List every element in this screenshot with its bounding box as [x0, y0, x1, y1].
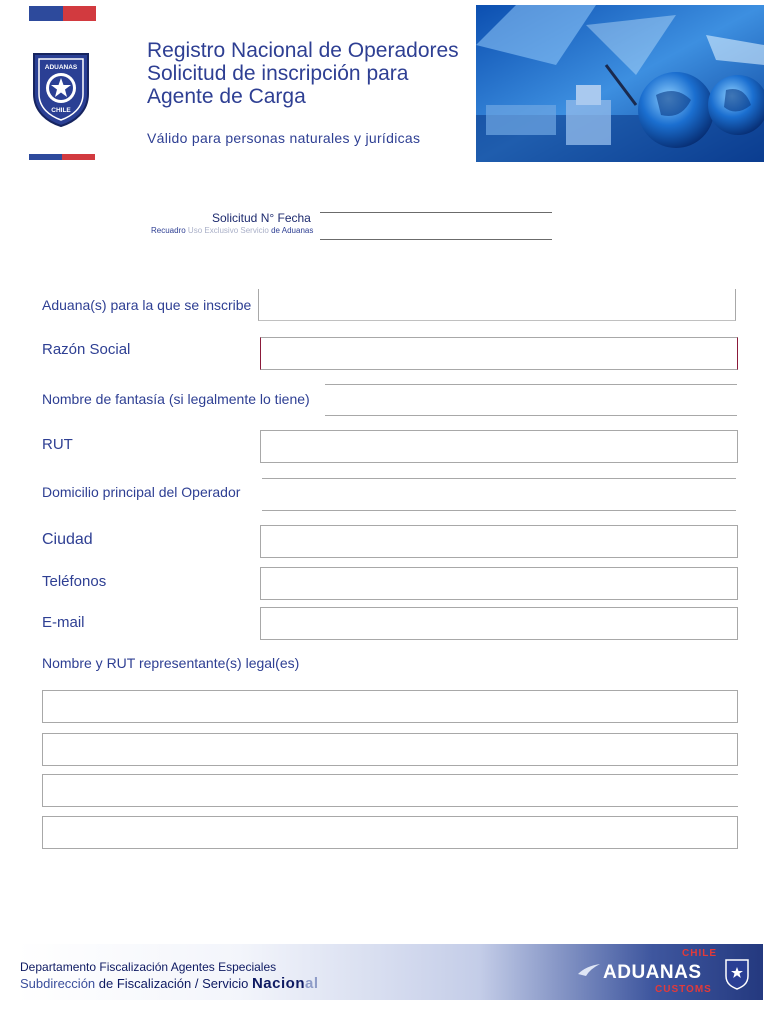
rut-label: RUT — [42, 436, 73, 453]
title-line-1: Registro Nacional de Operadores — [147, 39, 459, 62]
solicitud-fecha-label: Solicitud N° Fecha — [212, 211, 311, 225]
aduanas-field[interactable] — [258, 289, 736, 321]
bird-icon — [578, 964, 600, 976]
representante-field-1[interactable] — [42, 690, 738, 723]
footer-shield-icon — [724, 958, 750, 990]
ciudad-field[interactable] — [260, 525, 738, 558]
fantasia-label: Nombre de fantasía (si legalmente lo tiene) — [42, 391, 310, 407]
flag-stripe-top — [29, 6, 96, 21]
footer-sub-b: de Fiscalización / Servicio — [98, 976, 249, 991]
recuadro-note — [151, 226, 313, 235]
telefonos-label: Teléfonos — [42, 573, 107, 590]
telefonos-field[interactable] — [260, 567, 738, 600]
email-label: E-mail — [42, 614, 85, 631]
domicilio-label: Domicilio principal del Operador — [42, 484, 241, 500]
recuadro-text-a: Recuadro — [151, 226, 186, 235]
representante-field-4[interactable] — [42, 816, 738, 849]
recuadro-text-b: Uso Exclusivo Servicio — [187, 226, 269, 235]
ciudad-label: Ciudad — [42, 531, 93, 548]
flag-stripe-bottom — [29, 154, 95, 160]
solicitud-date-line[interactable] — [320, 239, 552, 240]
representantes-label: Nombre y RUT representante(s) legal(es) — [42, 655, 300, 671]
aduanas-chile-logo — [30, 50, 92, 128]
rut-field[interactable] — [260, 430, 738, 463]
email-field[interactable] — [260, 607, 738, 640]
footer-sub-d: al — [304, 975, 319, 992]
title-line-3: Agente de Carga — [147, 85, 306, 108]
representante-field-3[interactable] — [42, 774, 738, 807]
document-title — [147, 39, 459, 108]
solicitud-number-line[interactable] — [320, 212, 552, 213]
brand-aduanas-text: ADUANAS — [603, 962, 702, 983]
footer-sub-a: Subdirección — [20, 976, 96, 991]
representante-field-2[interactable] — [42, 733, 738, 766]
logo-text-bottom: CHILE — [51, 107, 71, 114]
hero-logistics-image — [476, 5, 764, 162]
aduanas-label: Aduana(s) para la que se inscribe — [42, 297, 252, 313]
logo-text-top: ADUANAS — [44, 64, 78, 71]
title-line-2: Solicitud de inscripción para — [147, 62, 409, 85]
fantasia-field[interactable] — [325, 384, 737, 416]
footer-department: Departamento Fiscalización Agentes Especiales — [20, 960, 277, 974]
brand-chile-text: CHILE — [682, 948, 717, 959]
domicilio-field[interactable] — [262, 478, 736, 511]
footer-subdireccion — [20, 975, 319, 992]
recuadro-text-c: de Aduanas — [271, 226, 314, 235]
footer-sub-c: Nacion — [251, 975, 305, 992]
document-subtitle: Válido para personas naturales y jurídicas — [147, 130, 421, 146]
razon-social-field[interactable] — [260, 337, 738, 370]
razon-social-label: Razón Social — [42, 341, 131, 358]
brand-customs-text: CUSTOMS — [655, 984, 712, 995]
